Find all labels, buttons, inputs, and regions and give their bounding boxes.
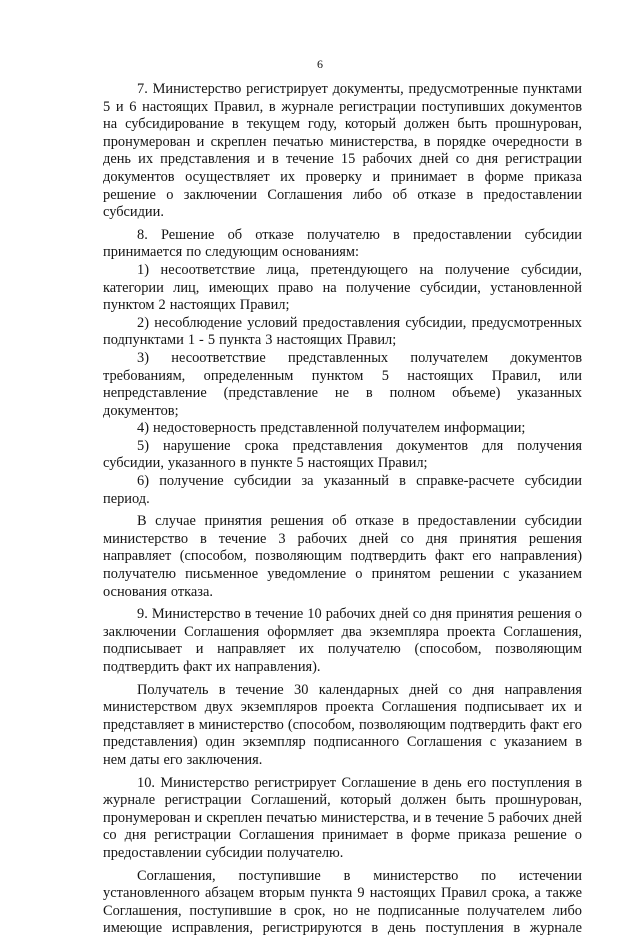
list-item-5: 5) нарушение срока представления документов для получения субсидии, указанного в пункте 5 настоящих Правил;: [103, 437, 582, 472]
paragraph-8: 8. Решение об отказе получателю в предоставлении субсидии принимается по следующим основаниям:: [103, 226, 582, 261]
document-body: [103, 81, 582, 938]
page-number: 6: [317, 57, 323, 71]
list-item-4: 4) недостоверность представленной получателем информации;: [137, 420, 526, 437]
paragraph-10: 10. Министерство регистрирует Соглашение в день его поступления в журнале регистрации Соглашений, который должен быть прошнурован, пронумерован и скреплен печатью министерства, и в течение 5 рабочих дней со дня регистрации Соглашения принимает в форме приказа решение о предоставлении субсидии получателю.: [103, 774, 582, 861]
list-item-3: 3) несоответствие представленных получателем документов требованиям, определенным пунктом 5 настоящих Правил, или непредставление (представление не в полном объеме) указанных документов;: [103, 349, 582, 419]
paragraph-recipient-signing: Получатель в течение 30 календарных дней со дня направления министерством двух экземпляров проекта Соглашения подписывает их и представляет в министерство (способом, позволяющим подтвердить факт его представления) один экземпляр подписанного Соглашения с указанием в нем даты его заключения.: [103, 681, 582, 768]
paragraph-refusal-notice: В случае принятия решения об отказе в предоставлении субсидии министерство в течение 3 рабочих дней со дня принятия решения направляет (способом, позволяющим подтвердить факт его направления) получателю письменное уведомление о принятом решении с указанием основания отказа.: [103, 513, 582, 600]
paragraph-late-agreements: Соглашения, поступившие в министерство по истечении установленного абзацем вторым пункта 9 настоящих Правил срока, а также Соглашения, поступившие в срок, но не подписанные получателем либо имеющие исправления, регистрируются в день поступления в журнале: [103, 867, 582, 937]
list-item-6: 6) получение субсидии за указанный в справке-расчете субсидии период.: [103, 473, 582, 507]
paragraph-7: 7. Министерство регистрирует документы, предусмотренные пунктами 5 и 6 настоящих Правил, в журнале регистрации поступивших документов на субсидирование в текущем году, который должен быть прошнурован, пронумерован и скреплен печатью министерства, в порядке очередности в день их представления и в течение 15 рабочих дней со дня регистрации документов осуществляет их проверку и принимает в форме приказа решение о заключении Соглашения либо об отказе в предоставлении субсидии.: [103, 81, 582, 221]
list-item-2: 2) несоблюдение условий предоставления субсидии, предусмотренных подпунктами 1 - 5 пункта 3 настоящих Правил;: [103, 314, 582, 349]
paragraph-9: 9. Министерство в течение 10 рабочих дней со дня принятия решения о заключении Соглашения оформляет два экземпляра проекта Соглашения, подписывает и направляет их получателю (способом, позволяющим подтвердить факт их направления).: [103, 606, 582, 675]
list-item-1: 1) несоответствие лица, претендующего на получение субсидии, категории лиц, имеющих право на получение субсидии, установленной пунктом 2 настоящих Правил;: [103, 261, 582, 314]
